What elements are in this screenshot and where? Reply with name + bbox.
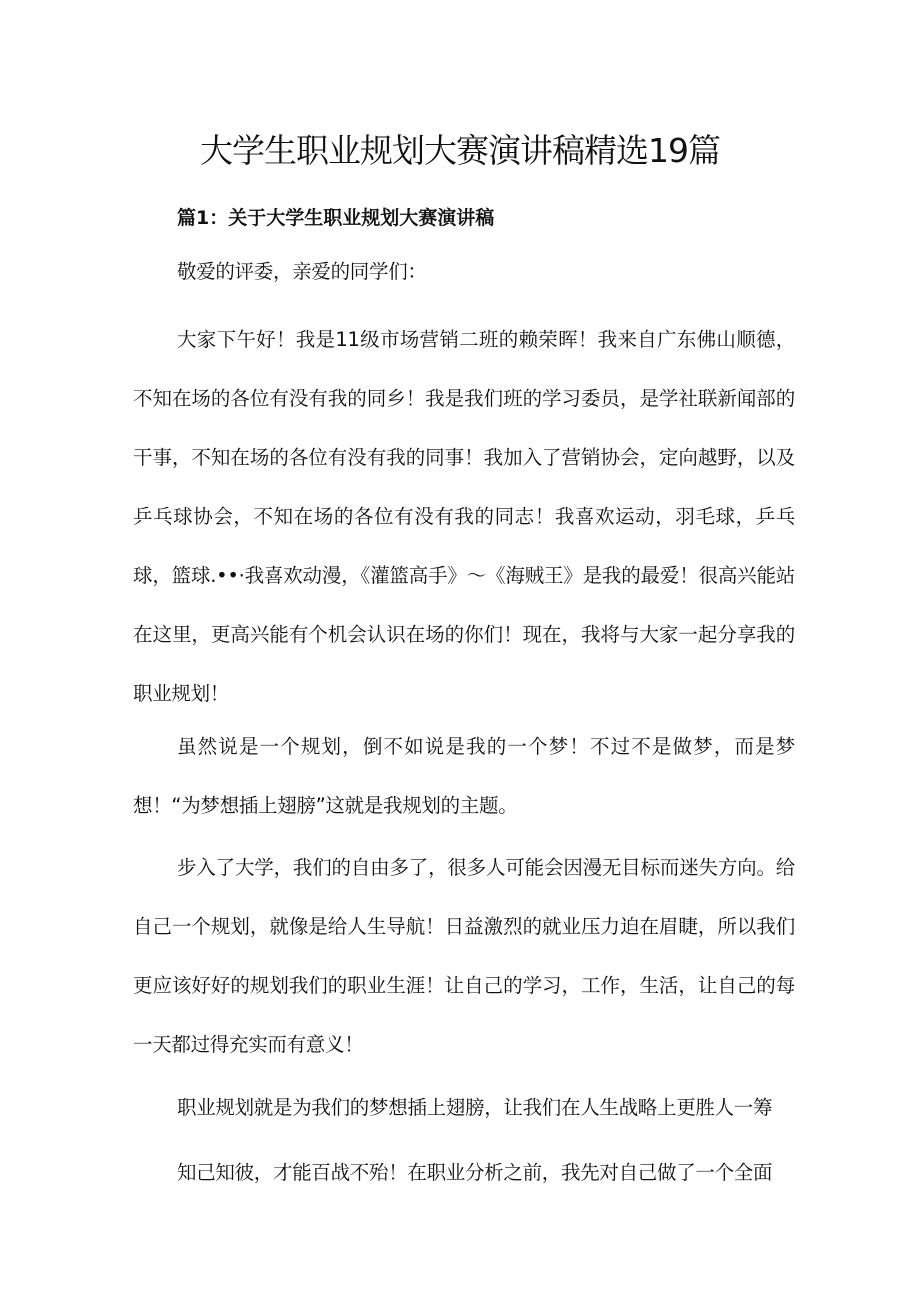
paragraph-self-analysis: 知己知彼，才能百战不殆！在职业分析之前，我先对自己做了一个全面 <box>177 1161 773 1184</box>
section-heading: 篇1：关于大学生职业规划大赛演讲稿 <box>177 207 495 229</box>
document-title: 大学生职业规划大赛演讲稿精选19篇 <box>200 131 720 170</box>
paragraph-greeting: 敬爱的评委，亲爱的同学们： <box>177 260 427 283</box>
paragraph-dream: 虽然说是一个规划，倒不如说是我的一个梦！不过不是做梦，而是梦想！“为梦想插上翅膀”这就是我规划的主题。 <box>133 735 795 817</box>
paragraph-introduction: 大家下午好！我是11级市场营销二班的赖荣晖！我来自广东佛山顺德，不知在场的各位有没有我的同乡！我是我们班的学习委员，是学社联新闻部的干事，不知在场的各位有没有我的同事！我加入了营销协会，定向越野，以及乒乓球协会，不知在场的各位有没有我的同志！我喜欢运动，羽毛球，乒乓球，篮球.••·我喜欢动漫，《灌篮高手》〜《海贼王》是我的最爱！很高兴能站在这里，更高兴能有个机会认识在场的你们！现在，我将与大家一起分享我的职业规划！ <box>133 328 795 705</box>
paragraph-university: 步入了大学，我们的自由多了，很多人可能会因漫无目标而迷失方向。给自己一个规划，就像是给人生导航！日益激烈的就业压力迫在眉睫，所以我们更应该好好的规划我们的职业生涯！让自己的学习，工作，生活，让自己的每一天都过得充实而有意义！ <box>133 856 795 1056</box>
paragraph-career-plan: 职业规划就是为我们的梦想插上翅膀，让我们在人生战略上更胜人一筹 <box>177 1096 773 1119</box>
